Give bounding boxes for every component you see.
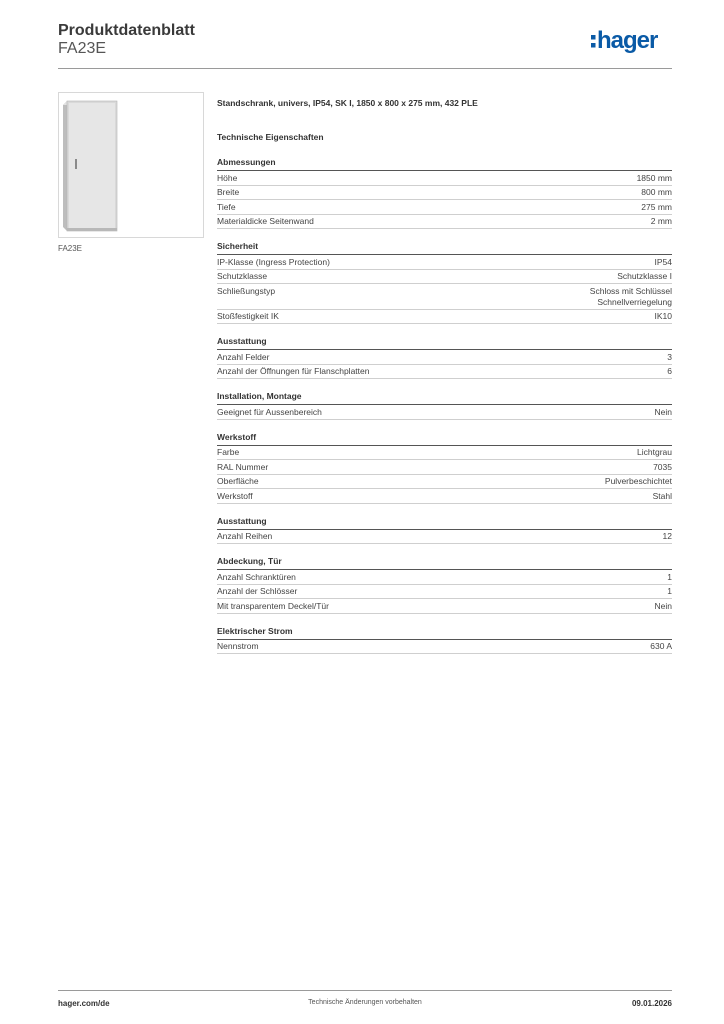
property-value: 1 xyxy=(667,586,672,596)
property-value: Stahl xyxy=(652,490,672,501)
property-section xyxy=(217,432,672,504)
property-label: Werkstoff xyxy=(217,490,253,501)
property-label: Materialdicke Seitenwand xyxy=(217,216,314,226)
property-section xyxy=(217,336,672,379)
property-row xyxy=(217,215,672,230)
property-label: Schutzklasse xyxy=(217,271,268,281)
property-section xyxy=(217,626,672,655)
property-row xyxy=(217,570,672,585)
footer-date: 09.01.2026 xyxy=(631,999,672,1008)
property-row xyxy=(217,585,672,600)
property-section xyxy=(217,556,672,614)
property-row xyxy=(217,599,672,614)
product-description: Standschrank, univers, IP54, SK I, 1850 x 800 x 275 mm, 432 PLE xyxy=(217,98,478,108)
property-value: IK10 xyxy=(654,311,672,321)
property-row xyxy=(217,255,672,270)
product-code: FA23E xyxy=(58,40,107,57)
property-value: 2 mm xyxy=(650,216,672,226)
property-row xyxy=(217,640,672,655)
hager-logo-text: hager xyxy=(597,27,658,54)
section-title: Sicherheit xyxy=(217,241,672,255)
property-section xyxy=(217,157,672,229)
main-content xyxy=(217,96,672,654)
property-row xyxy=(217,446,672,461)
property-label: Anzahl der Schlösser xyxy=(217,586,298,596)
property-row xyxy=(217,405,672,420)
section-title: Ausstattung xyxy=(217,336,672,350)
footer-disclaimer: Technische Änderungen vorbehalten xyxy=(308,999,422,1006)
property-value: Lichtgrau xyxy=(637,447,672,457)
image-caption: FA23E xyxy=(58,244,83,253)
footer-website: hager.com/de xyxy=(58,999,110,1008)
cabinet-illustration xyxy=(59,93,203,237)
product-image xyxy=(58,92,204,238)
section-title: Elektrischer Strom xyxy=(217,626,672,640)
property-value: Schloss mit Schlüssel Schnellverriegelung xyxy=(589,285,672,307)
property-row xyxy=(217,200,672,215)
section-title: Abdeckung, Tür xyxy=(217,556,672,570)
property-row xyxy=(217,270,672,285)
property-value: 800 mm xyxy=(641,187,672,197)
property-label: Oberfläche xyxy=(217,476,259,486)
property-value: 275 mm xyxy=(641,201,672,212)
property-label: Geeignet für Aussenbereich xyxy=(217,406,322,417)
property-row xyxy=(217,310,672,325)
property-row xyxy=(217,284,672,310)
property-row xyxy=(217,530,672,545)
hager-logo xyxy=(590,26,672,54)
section-title: Werkstoff xyxy=(217,432,672,446)
property-label: Nennstrom xyxy=(217,641,259,651)
property-label: Höhe xyxy=(217,172,238,183)
property-label: Mit transparentem Deckel/Tür xyxy=(217,600,329,611)
property-value: 1 xyxy=(667,571,672,582)
technical-properties-title: Technische Eigenschaften xyxy=(217,132,324,142)
property-row xyxy=(217,350,672,365)
property-value: Pulverbeschichtet xyxy=(604,476,672,486)
property-row xyxy=(217,475,672,490)
property-label: Breite xyxy=(217,187,240,197)
property-section xyxy=(217,391,672,420)
property-row xyxy=(217,489,672,504)
property-label: Anzahl der Öffnungen für Flanschplatten xyxy=(217,366,370,376)
property-row xyxy=(217,460,672,475)
property-value: Schutzklasse I xyxy=(617,271,672,281)
property-label: Farbe xyxy=(217,447,240,457)
section-title: Ausstattung xyxy=(217,516,672,530)
property-value: 7035 xyxy=(653,461,672,472)
property-row xyxy=(217,171,672,186)
property-label: Anzahl Schranktüren xyxy=(217,571,296,582)
section-title: Installation, Montage xyxy=(217,391,672,405)
property-label: Schließungstyp xyxy=(217,285,276,296)
property-row xyxy=(217,365,672,380)
property-value: IP54 xyxy=(654,256,672,267)
page-footer xyxy=(58,990,672,1021)
property-label: Anzahl Reihen xyxy=(217,531,273,541)
property-row xyxy=(217,186,672,201)
property-value: 6 xyxy=(667,366,672,376)
property-label: IP-Klasse (Ingress Protection) xyxy=(217,256,330,267)
property-value: 630 A xyxy=(650,641,672,651)
page-header xyxy=(58,20,672,69)
property-value: 1850 mm xyxy=(636,172,672,183)
section-title: Abmessungen xyxy=(217,157,672,171)
property-label: Tiefe xyxy=(217,201,236,212)
property-value: 12 xyxy=(662,531,672,541)
properties-sections xyxy=(217,157,672,654)
property-label: Anzahl Felder xyxy=(217,351,270,362)
property-value: Nein xyxy=(654,600,672,611)
property-value: 3 xyxy=(667,351,672,362)
property-label: Stoßfestigkeit IK xyxy=(217,311,279,321)
document-title: Produktdatenblatt xyxy=(58,22,195,39)
property-section xyxy=(217,241,672,324)
property-value: Nein xyxy=(654,406,672,417)
property-section xyxy=(217,516,672,545)
property-label: RAL Nummer xyxy=(217,461,269,472)
